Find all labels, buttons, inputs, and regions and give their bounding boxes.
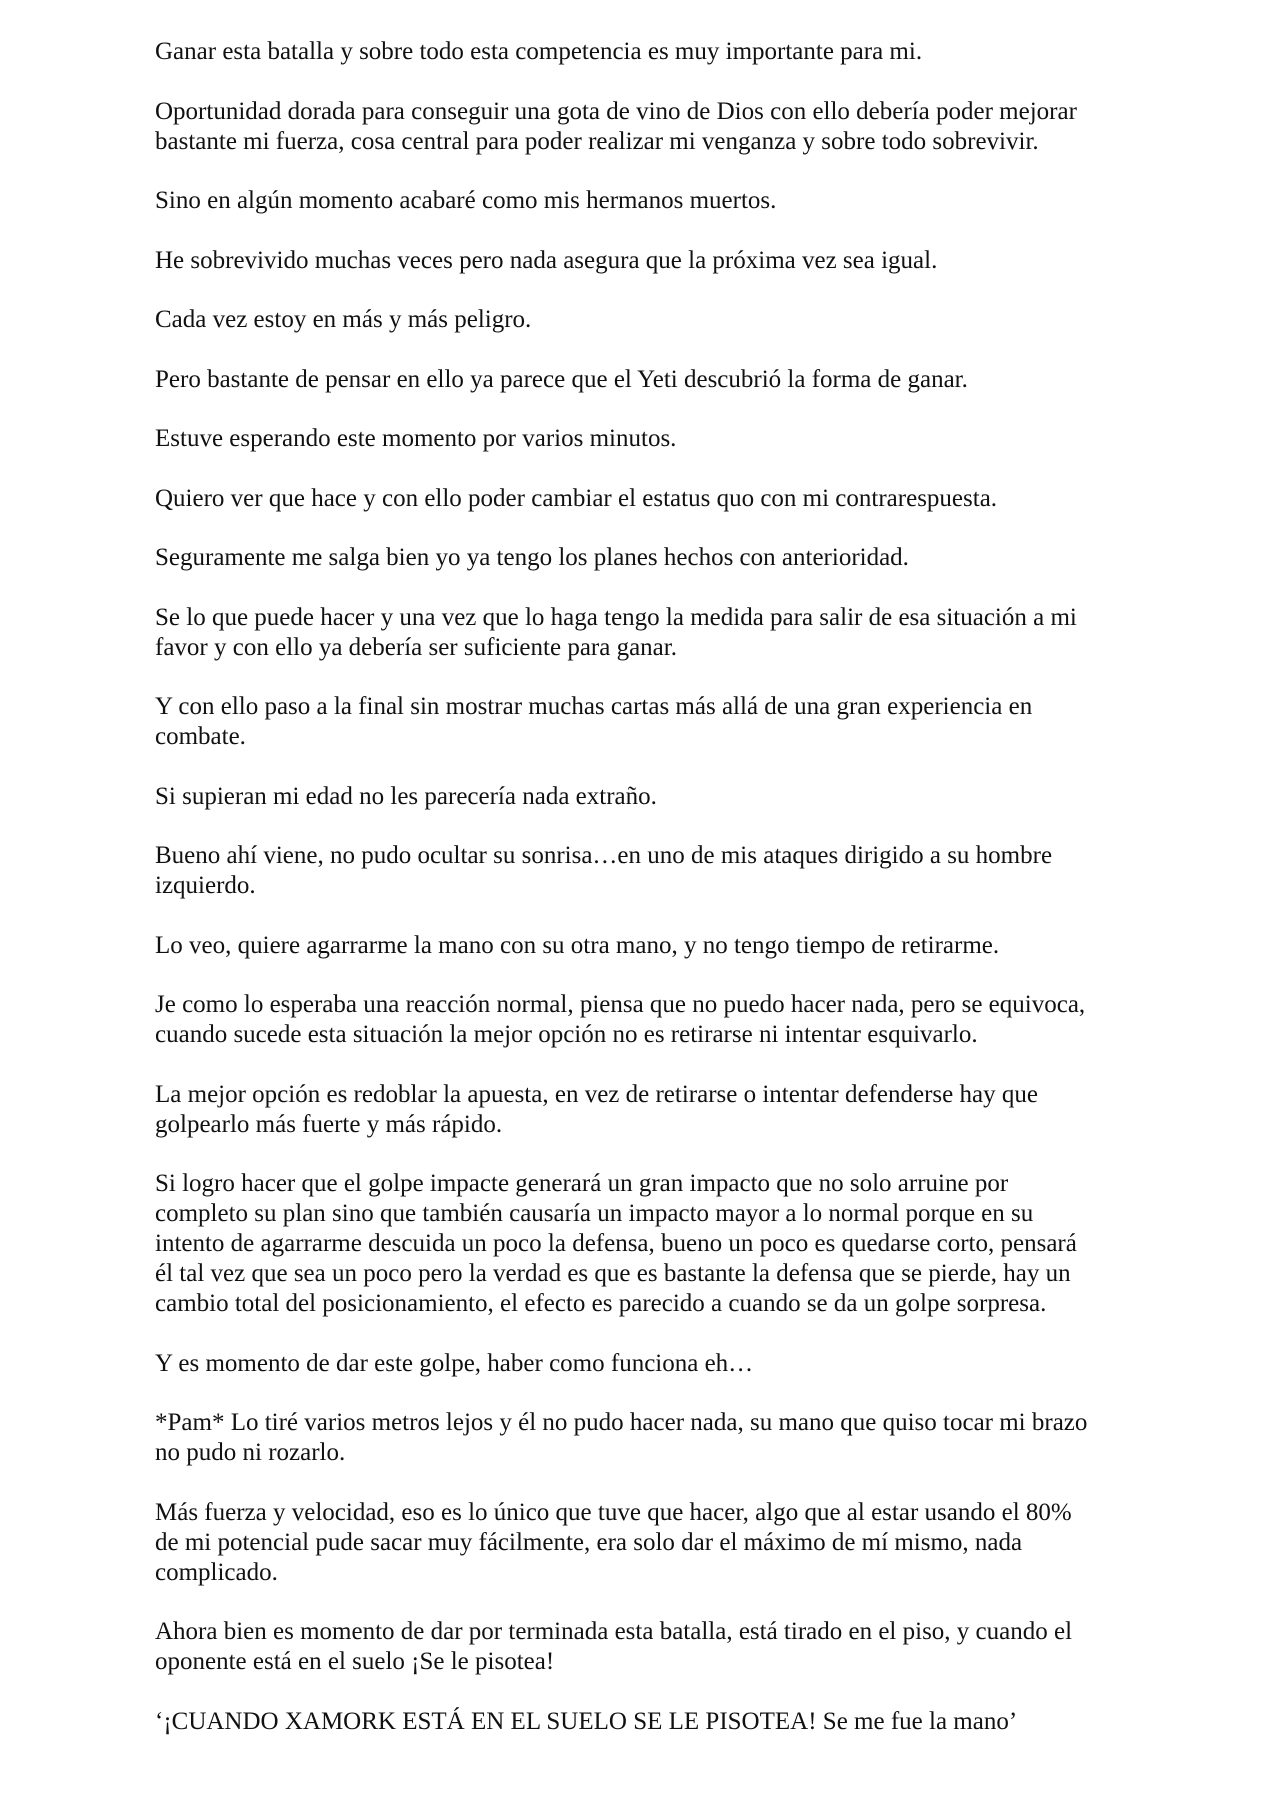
paragraph: [155, 692, 1155, 752]
paragraph: [155, 1498, 1155, 1588]
paragraph-line: Je como lo esperaba una reacción normal, piensa que no puedo hacer nada, pero se equivoca,: [155, 991, 1086, 1018]
document-body: [155, 37, 1155, 1766]
paragraph-line: cuando sucede esta situación la mejor opción no es retirarse ni intentar esquivarlo.: [155, 1021, 978, 1048]
paragraph-line: completo su plan sino que también causaría un impacto mayor a lo normal porque en su: [155, 1200, 1034, 1227]
paragraph-line: Quiero ver que hace y con ello poder cambiar el estatus quo con mi contrarespuesta.: [155, 484, 998, 512]
paragraph: [155, 246, 1155, 276]
paragraph: [155, 990, 1155, 1050]
paragraph: [155, 931, 1155, 961]
paragraph: [155, 424, 1155, 454]
paragraph-line: Más fuerza y velocidad, eso es lo único que tuve que hacer, algo que al estar usando el 80%: [155, 1498, 1072, 1526]
paragraph: [155, 782, 1155, 812]
paragraph-line: Ganar esta batalla y sobre todo esta competencia es muy importante para mi.: [155, 38, 923, 65]
paragraph-line: Cada vez estoy en más y más peligro.: [155, 306, 532, 333]
paragraph-line: Si supieran mi edad no les parecería nada extraño.: [155, 782, 657, 810]
paragraph: [155, 484, 1155, 514]
paragraph: [155, 305, 1155, 335]
paragraph-line: Se lo que puede hacer y una vez que lo haga tengo la medida para salir de esa situación a mi: [155, 603, 1077, 631]
paragraph: [155, 1707, 1155, 1737]
paragraph-line: Pero bastante de pensar en ello ya parece que el Yeti descubrió la forma de ganar.: [155, 365, 968, 393]
paragraph-line: Seguramente me salga bien yo ya tengo los planes hechos con anterioridad.: [155, 544, 909, 571]
paragraph: [155, 1408, 1155, 1468]
paragraph-line: Lo veo, quiere agarrarme la mano con su otra mano, y no tengo tiempo de retirarme.: [155, 931, 1000, 959]
paragraph-line: Sino en algún momento acabaré como mis hermanos muertos.: [155, 187, 777, 214]
paragraph: [155, 1080, 1155, 1140]
paragraph-line: combate.: [155, 723, 246, 750]
paragraph-line: Ahora bien es momento de dar por terminada esta batalla, está tirado en el piso, y cuando el: [155, 1618, 1073, 1645]
paragraph-line: bastante mi fuerza, cosa central para poder realizar mi venganza y sobre todo sobrevivir.: [155, 127, 1039, 155]
paragraph: [155, 37, 1155, 67]
paragraph: [155, 186, 1155, 216]
paragraph-line: La mejor opción es redoblar la apuesta, en vez de retirarse o intentar defenderse hay que: [155, 1080, 1038, 1108]
paragraph-line: intento de agarrarme descuida un poco la defensa, bueno un poco es quedarse corto, pensará: [155, 1230, 1077, 1257]
paragraph-line: Y con ello paso a la final sin mostrar muchas cartas más allá de una gran experiencia en: [155, 693, 1033, 720]
paragraph-line: ‘¡CUANDO XAMORK ESTÁ EN EL SUELO SE LE PISOTEA! Se me fue la mano’: [155, 1707, 1018, 1735]
paragraph-line: Oportunidad dorada para conseguir una gota de vino de Dios con ello debería poder mejorar: [155, 97, 1077, 125]
paragraph-line: *Pam* Lo tiré varios metros lejos y él no pudo hacer nada, su mano que quiso tocar mi brazo: [155, 1409, 1088, 1436]
paragraph-line: Estuve esperando este momento por varios minutos.: [155, 425, 677, 452]
paragraph-line: él tal vez que sea un poco pero la verdad es que es bastante la defensa que se pierde, hay un: [155, 1260, 1071, 1287]
paragraph: [155, 543, 1155, 573]
paragraph-line: favor y con ello ya debería ser suficiente para ganar.: [155, 633, 677, 661]
paragraph-line: oponente está en el suelo ¡Se le pisotea!: [155, 1648, 555, 1675]
paragraph: [155, 365, 1155, 395]
paragraph: [155, 1169, 1155, 1319]
paragraph-line: cambio total del posicionamiento, el efecto es parecido a cuando se da un golpe sorpresa.: [155, 1290, 1047, 1317]
paragraph-line: de mi potencial pude sacar muy fácilmente, era solo dar el máximo de mí mismo, nada: [155, 1528, 1023, 1556]
paragraph: [155, 841, 1155, 901]
paragraph-line: complicado.: [155, 1558, 278, 1586]
paragraph-line: Si logro hacer que el golpe impacte generará un gran impacto que no solo arruine por: [155, 1170, 1009, 1197]
paragraph-line: no pudo ni rozarlo.: [155, 1439, 346, 1466]
paragraph-line: He sobrevivido muchas veces pero nada asegura que la próxima vez sea igual.: [155, 246, 938, 274]
paragraph-line: izquierdo.: [155, 872, 256, 899]
paragraph-line: golpearlo más fuerte y más rápido.: [155, 1110, 503, 1138]
paragraph: [155, 1349, 1155, 1379]
paragraph: [155, 1617, 1155, 1677]
paragraph-line: Y es momento de dar este golpe, haber como funciona eh…: [155, 1349, 754, 1377]
paragraph-line: Bueno ahí viene, no pudo ocultar su sonrisa…en uno de mis ataques dirigido a su hombre: [155, 842, 1053, 869]
paragraph: [155, 603, 1155, 663]
paragraph: [155, 97, 1155, 157]
